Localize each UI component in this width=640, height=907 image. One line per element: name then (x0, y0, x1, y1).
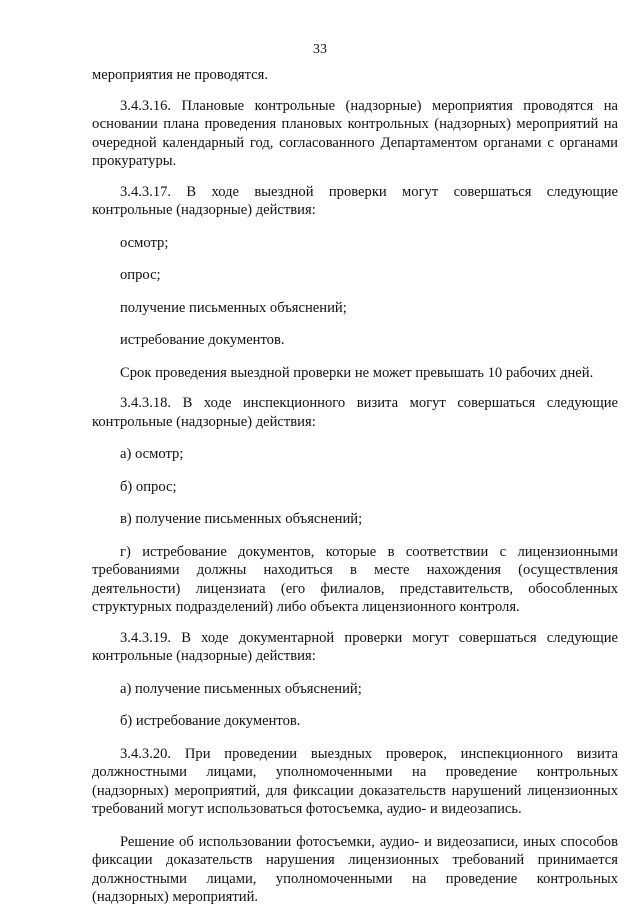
paragraph-3-4-3-17: 3.4.3.17. В ходе выездной проверки могут совершаться следующие контрольные (надзорные) действия: (92, 183, 618, 218)
list-item-b-document-request: б) истребование документов. (120, 713, 301, 729)
list-item-written-explanations: получение письменных объяснений; (120, 299, 347, 316)
document-body (92, 66, 618, 907)
list-item-c-written-explanations: в) получение письменных объяснений; (120, 511, 363, 527)
paragraph-3-4-3-16: 3.4.3.16. Плановые контрольные (надзорные) мероприятия проводятся на основании плана проведения плановых контрольных (надзорных) мероприятий на очередной календарный год, согласованного Департаментом органами с органами прокуратуры. (92, 97, 618, 169)
list-item-inspection: осмотр; (120, 234, 169, 251)
list-item-a-inspection: а) осмотр; (120, 446, 184, 462)
paragraph-3-4-3-18: 3.4.3.18. В ходе инспекционного визита могут совершаться следующие контрольные (надзорные) действия: (92, 395, 618, 430)
paragraph-3-4-3-19: 3.4.3.19. В ходе документарной проверки могут совершаться следующие контрольные (надзорные) действия: (92, 629, 618, 664)
paragraph-inspection-period: Срок проведения выездной проверки не может превышать 10 рабочих дней. (120, 364, 594, 381)
paragraph-3-4-3-20: 3.4.3.20. При проведении выездных проверок, инспекционного визита должностными лицами, уполномоченными на проведение контрольных (надзорных) мероприятий, для фиксации доказательств нарушений лицензионных требований могут использоваться фотосъемка, аудио- и видеозапись. (92, 745, 618, 817)
paragraph-continuation: мероприятия не проводятся. (92, 67, 269, 83)
page-number: 33 (313, 42, 327, 57)
list-item-b-survey: б) опрос; (120, 478, 177, 495)
paragraph-recording-decision: Решение об использовании фотосъемки, аудио- и видеозаписи, иных способов фиксации доказательств нарушения лицензионных требований принимается должностными лицами, уполномоченными на проведение контрольных (надзорных) мероприятий. (92, 833, 618, 905)
list-item-document-request: истребование документов. (120, 332, 285, 348)
list-item-d-document-request: г) истребование документов, которые в соответствии с лицензионными требованиями должны находиться в месте нахождения (осуществления деятельности) лицензиата (его филиалов, представительств, обособленных структурных подразделений) либо объекта лицензионного контроля. (92, 543, 618, 615)
list-item-a-written-explanations: а) получение письменных объяснений; (120, 680, 362, 697)
list-item-survey: опрос; (120, 267, 161, 283)
